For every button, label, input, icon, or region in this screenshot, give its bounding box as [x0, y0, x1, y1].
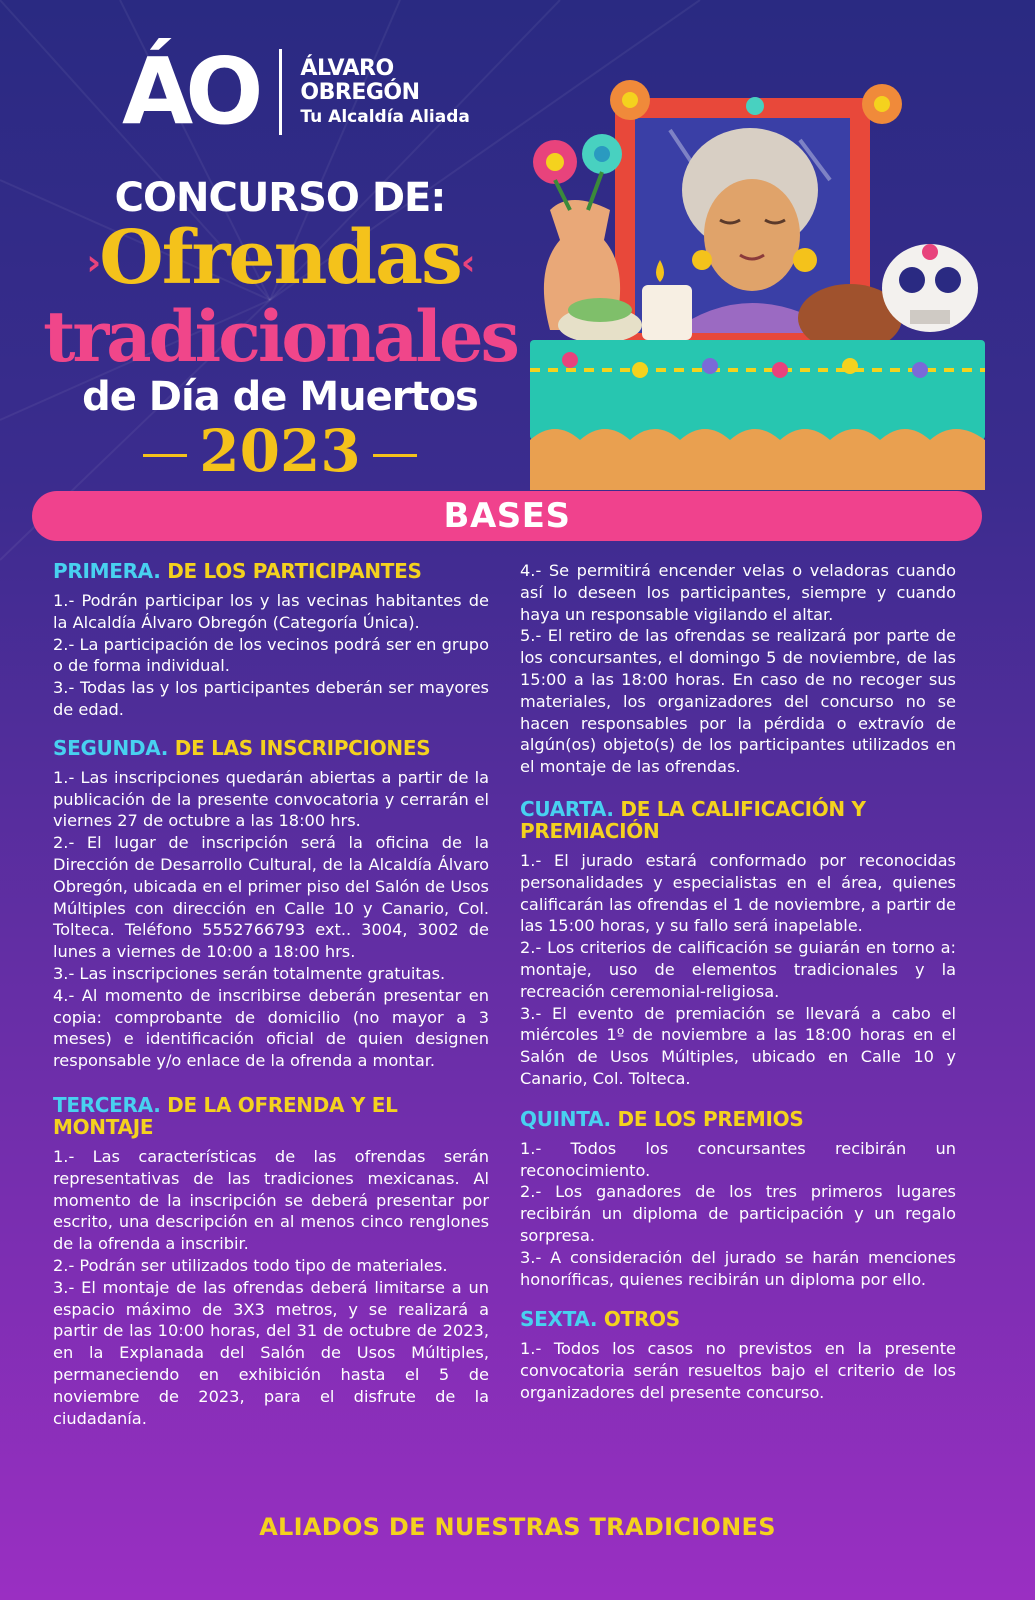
list-item: 4.- Al momento de inscribirse deberán presentar en copia: comprobante de domicilio (no mayor a 3 meses) e identificación oficial de quien designen responsable y/o enlace de la ofrenda a montar.	[53, 985, 489, 1071]
section-title	[520, 1108, 956, 1130]
contest-title	[30, 175, 530, 483]
section-tercera	[53, 1094, 489, 1429]
title-ofrendas: Ofrendas	[99, 215, 461, 301]
logo-tagline: Tu Alcaldía Aliada	[300, 107, 470, 127]
year-dash-left	[143, 454, 187, 457]
list-item: 1.- Podrán participar los y las vecinas habitantes de la Alcaldía Álvaro Obregón (Categoría Única).	[53, 591, 489, 632]
section-title	[520, 798, 956, 842]
section-name: DE LA OFRENDA Y EL MONTAJE	[53, 1092, 398, 1139]
list-item: 2.- La participación de los vecinos podrá ser en grupo o de forma individual.	[53, 634, 489, 676]
section-key: QUINTA.	[520, 1106, 611, 1131]
list-item: 2.- Los criterios de calificación se guiarán en torno a: montaje, uso de elementos tradicionales y la recreación ceremonial-religiosa.	[520, 938, 956, 1001]
logo-line-2: OBREGÓN	[300, 80, 420, 105]
section-cuarta	[520, 798, 956, 1090]
section-segunda	[53, 737, 489, 1072]
list-item: 3.- El montaje de las ofrendas deberá limitarse a un espacio máximo de 3X3 metros, y se realizará a partir de las 10:00 horas, del 31 de octubre de 2023, en la Explanada del Salón de Usos Múltiples, permaneciendo en exhibición hasta el 5 de noviembre de 2023, para el disfrute de la ciudadanía.	[53, 1277, 489, 1428]
title-dia-de-muertos: de Día de Muertos	[82, 373, 478, 420]
list-item: 3.- Todas las y los participantes deberán ser mayores de edad.	[53, 678, 489, 719]
list-item: 2.- Podrán ser utilizados todo tipo de materiales.	[53, 1255, 448, 1275]
section-name: DE LOS PARTICIPANTES	[167, 559, 422, 583]
list-item: 1.- Todos los casos no previstos en la presente convocatoria serán resueltos bajo el criterio de los organizadores del presente concurso.	[520, 1339, 956, 1402]
section-key: PRIMERA.	[53, 559, 161, 583]
section-key: SEXTA.	[520, 1307, 598, 1332]
section-name: DE LOS PREMIOS	[610, 1106, 804, 1131]
section-name: DE LAS INSCRIPCIONES	[174, 735, 431, 760]
title-ofrendas-row	[30, 215, 530, 301]
section-primera	[53, 560, 489, 721]
title-year: 2023	[199, 416, 361, 485]
bases-banner	[32, 491, 982, 541]
section-title	[520, 1308, 956, 1330]
section-tercera-continued	[520, 560, 956, 778]
title-concurso: CONCURSO DE:	[114, 175, 446, 221]
section-key: TERCERA.	[53, 1092, 161, 1117]
section-quinta	[520, 1108, 956, 1291]
list-item: 3.- Las inscripciones serán totalmente gratuitas.	[53, 963, 446, 983]
list-item: 3.- El evento de premiación se llevará a cabo el miércoles 1º de noviembre a las 18:00 horas en el Salón de Usos Múltiples, ubicado en Calle 10 y Canario, Col. Tolteca.	[520, 1003, 956, 1088]
title-year-row	[30, 416, 530, 485]
footer-slogan: ALIADOS DE NUESTRAS TRADICIONES	[259, 1513, 776, 1541]
altar-table-icon	[530, 340, 985, 440]
section-title	[53, 560, 489, 582]
bases-label: BASES	[443, 496, 571, 536]
flourish-left-icon: ›	[86, 242, 100, 284]
logo-divider	[279, 49, 282, 135]
section-title	[53, 737, 489, 759]
flourish-right-icon: ‹	[460, 242, 474, 284]
list-item: 1.- Las características de las ofrendas serán representativas de las tradiciones mexicanas. Al momento de la inscripción se deberá presentar por escrito, una descripción en al menos cinco renglones de la ofrenda a inscribir.	[53, 1146, 489, 1254]
logo-text	[300, 57, 469, 127]
ofrenda-illustration	[520, 70, 990, 490]
logo-mark: ÁO	[122, 38, 256, 145]
list-item: 4.- Se permitirá encender velas o veladoras cuando así lo deseen los participantes, siempre y cuando haya un responsable vigilando el altar.	[520, 561, 956, 624]
section-name: DE LA CALIFICACIÓN Y PREMIACIÓN	[520, 796, 866, 843]
alcaldia-logo	[122, 38, 470, 145]
left-column	[53, 560, 489, 1445]
list-item: 1.- El jurado estará conformado por reconocidas personalidades y especialistas en el área, quienes calificarán las ofrendas el 1 de noviembre, a partir de las 15:00 horas, y su fallo será inapelable.	[520, 850, 956, 936]
section-title	[53, 1094, 489, 1138]
title-tradicionales: tradicionales	[43, 294, 517, 378]
list-item: 2.- Los ganadores de los tres primeros lugares recibirán un diploma de participación y un regalo sorpresa.	[520, 1182, 956, 1245]
year-dash-right	[373, 454, 417, 457]
candle-icon	[642, 285, 692, 340]
section-name: OTROS	[597, 1307, 680, 1332]
section-key: SEGUNDA.	[53, 735, 169, 760]
section-key: CUARTA.	[520, 796, 614, 821]
list-item: 3.- A consideración del jurado se harán menciones honoríficas, quienes recibirán un diploma por ello.	[520, 1247, 956, 1289]
list-item: 1.- Las inscripciones quedarán abiertas a partir de la publicación de la presente convocatoria y cerrarán el viernes 27 de octubre a las 18:00 hrs.	[53, 767, 489, 831]
list-item: 5.- El retiro de las ofrendas se realizará por parte de los concursantes, el domingo 5 de noviembre, de las 15:00 a las 18:00 horas. En caso de no recoger sus materiales, los organizadores del concurso no se hacen responsables por la pérdida o extravío de algún(os) objeto(s) de los participantes utilizados en el montaje de las ofrendas.	[520, 626, 956, 777]
section-sexta	[520, 1308, 956, 1403]
list-item: 2.- El lugar de inscripción será la oficina de la Dirección de Desarrollo Cultural, de la Alcaldía Álvaro Obregón, ubicada en el primer piso del Salón de Usos Múltiples con dirección en Calle 10 y Canario, Col. Tolteca. Teléfono 5552766793 ext.. 3004, 3002 de lunes a viernes de 10:00 a 18:00 hrs.	[53, 833, 489, 962]
list-item: 1.- Todos los concursantes recibirán un reconocimiento.	[520, 1138, 956, 1180]
right-column	[520, 560, 956, 1420]
logo-line-1: ÁLVARO	[300, 56, 394, 81]
